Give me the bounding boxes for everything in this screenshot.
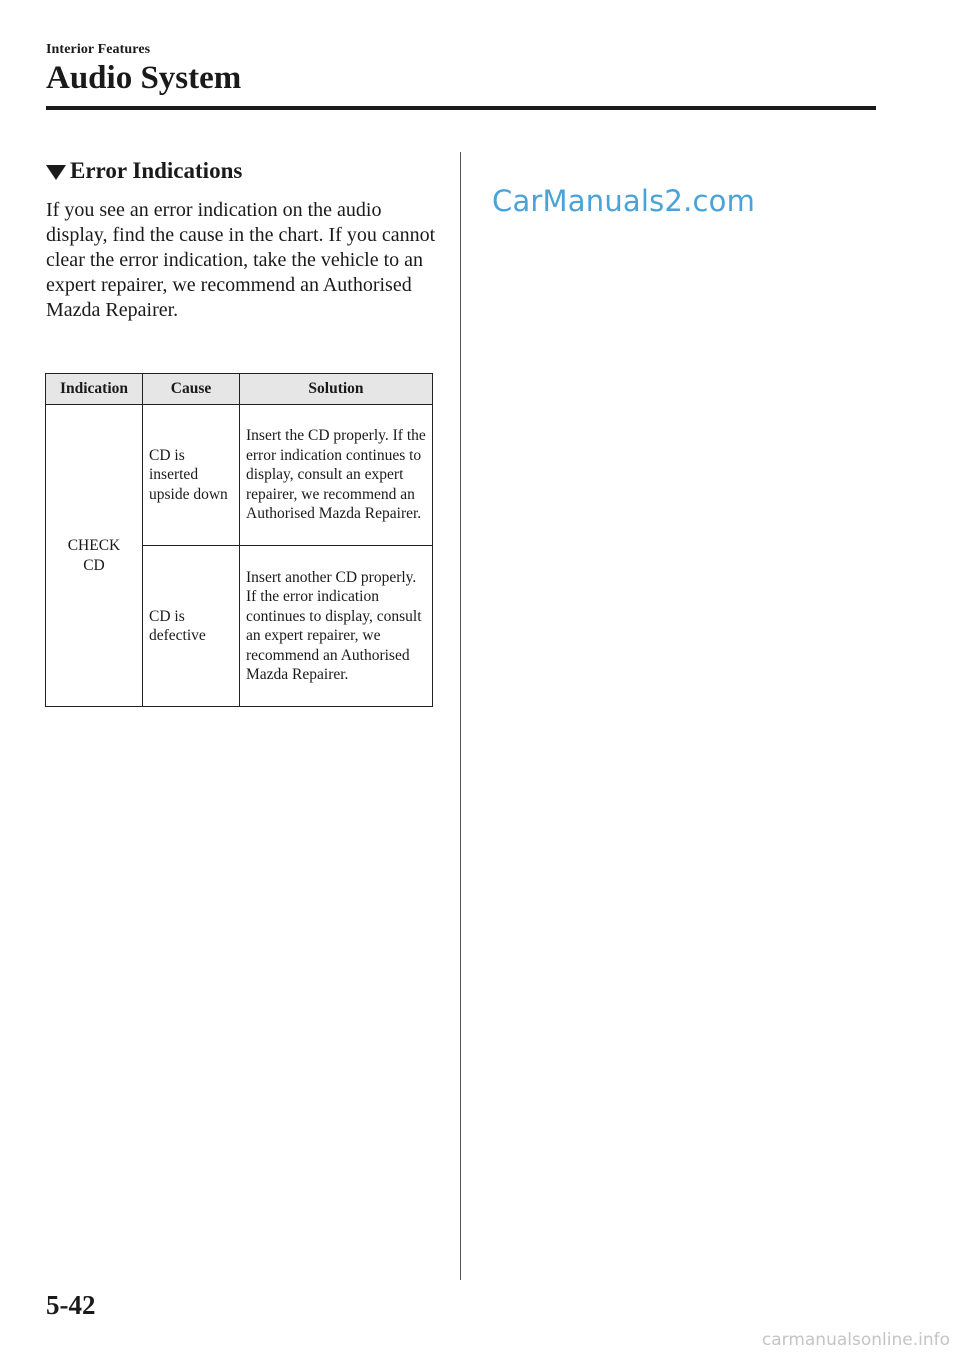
triangle-down-icon	[46, 165, 66, 180]
error-table	[45, 373, 433, 707]
solution-cell: Insert another CD properly. If the error indication continues to display, consult an expert repairer, we recommend an Authorised Mazda Repairer.	[240, 546, 433, 707]
section-heading-text: Error Indications	[70, 158, 243, 183]
section-heading	[46, 156, 242, 186]
indication-cell	[46, 405, 143, 707]
watermark-logo: CarManuals2.com	[492, 184, 756, 218]
chapter-title: Audio System	[46, 60, 242, 96]
intro-paragraph: If you see an error indication on the audio display, find the cause in the chart. If you cannot clear the error indication, take the vehicle to an expert repairer, we recommend an Authorised Mazda Repairer.	[46, 199, 436, 321]
column-divider	[460, 152, 461, 1280]
column-header-indication: Indication	[46, 374, 143, 405]
solution-cell: Insert the CD properly. If the error indication continues to display, consult an expert repairer, we recommend an Authorised Mazda Repairer.	[240, 405, 433, 546]
table-row	[46, 405, 433, 546]
table-header-row	[46, 374, 433, 405]
column-header-solution: Solution	[240, 374, 433, 405]
section-label: Interior Features	[46, 42, 151, 57]
source-mark: carmanualsonline.info	[761, 1330, 950, 1350]
cause-cell: CD is defective	[143, 546, 240, 707]
cause-cell: CD is inserted upside down	[143, 405, 240, 546]
header-rule	[46, 106, 876, 110]
indication-text: CHECK CD	[67, 537, 121, 574]
column-header-cause: Cause	[143, 374, 240, 405]
page-number: 5-42	[46, 1290, 96, 1320]
